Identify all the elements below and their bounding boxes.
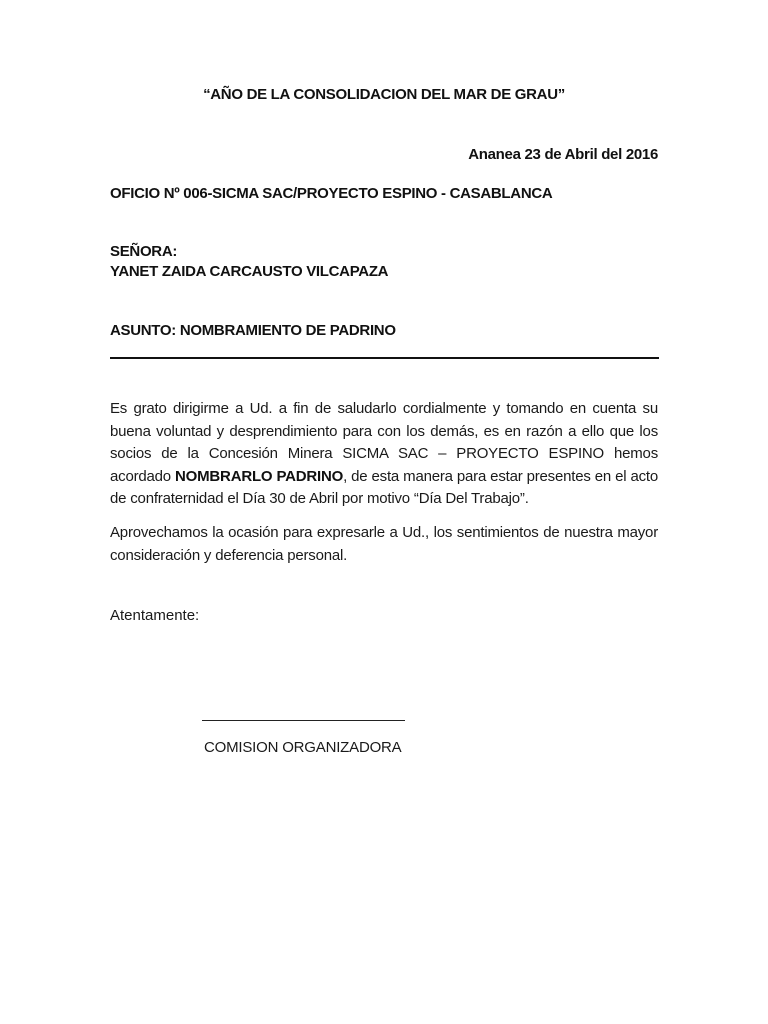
reference-number: OFICIO Nº 006-SICMA SAC/PROYECTO ESPINO - CASABLANCA xyxy=(110,185,553,202)
motto-heading: “AÑO DE LA CONSOLIDACION DEL MAR DE GRAU” xyxy=(203,86,565,103)
paragraph-1-part-2: , de esta manera para estar presentes en el acto de confraternidad el Día 30 de Abril por motivo “Día Del Trabajo”. xyxy=(110,467,658,507)
recipient-name: YANET ZAIDA CARCAUSTO VILCAPAZA xyxy=(110,263,389,280)
salutation: SEÑORA: xyxy=(110,243,178,260)
closing-phrase: Atentamente: xyxy=(110,607,200,624)
place-date: Ananea 23 de Abril del 2016 xyxy=(468,146,658,163)
subject-line: ASUNTO: NOMBRAMIENTO DE PADRINO xyxy=(110,322,396,339)
body-paragraph-1 xyxy=(110,398,658,511)
paragraph-1-part-1: Es grato dirigirme a Ud. a fin de saludarlo cordialmente y tomando en cuenta su buena voluntad y desprendimiento para con los demás, es en razón a ello que los socios de la Concesión Minera SICMA SAC – PROYECTO ESPINO hemos acordado xyxy=(110,400,658,485)
paragraph-1-emphasis: NOMBRARLO PADRINO xyxy=(175,467,344,485)
signature-line xyxy=(202,720,405,721)
subject-divider xyxy=(110,357,659,359)
body-paragraph-2: Aprovechamos la ocasión para expresarle a Ud., los sentimientos de nuestra mayor consideración y deferencia personal. xyxy=(110,524,658,564)
signer-name: COMISION ORGANIZADORA xyxy=(204,739,402,756)
